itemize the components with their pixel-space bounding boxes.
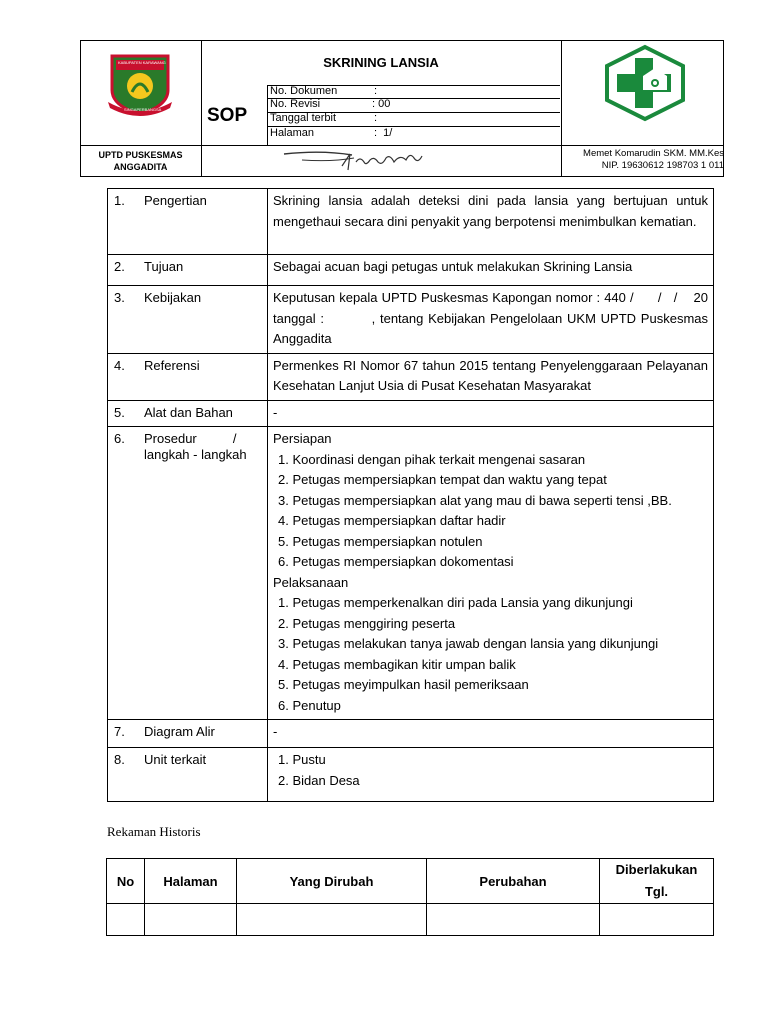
row-label: Tujuan [139, 255, 268, 286]
pelaksanaan-heading: Pelaksanaan [273, 574, 349, 590]
list-item: 1. Pustu [278, 752, 326, 767]
document-title: SKRINING LANSIA [323, 55, 439, 70]
unit-list [273, 750, 708, 791]
row-content: - [268, 400, 714, 427]
row-number: 5. [108, 400, 140, 427]
col-header-yang-dirubah: Yang Dirubah [237, 859, 427, 904]
row-label: Referensi [139, 353, 268, 400]
col-header-halaman: Halaman [145, 859, 237, 904]
meta-value: : 00 [372, 98, 391, 110]
table-cell [600, 904, 714, 936]
row-content: - [268, 720, 714, 748]
meta-label: Tanggal terbit [270, 112, 337, 124]
row-label: Unit terkait [139, 748, 268, 802]
logo-top-text: KABUPATEN KARAWANG [118, 60, 166, 65]
meta-value: : [374, 112, 378, 124]
table-cell [427, 904, 600, 936]
signature [282, 148, 432, 179]
persiapan-list [273, 450, 708, 573]
list-item: 4. Petugas mempersiapkan daftar hadir [278, 513, 506, 528]
row-content: Skrining lansia adalah deteksi dini pada lansia yang bertujuan untuk mengethaui secara dini penyakit yang berpotensi menimbulkan kematian. [268, 189, 714, 255]
meta-label: No. Dokumen [270, 85, 338, 97]
row-content: Permenkes RI Nomor 67 tahun 2015 tentang Penyelenggaraan Pelayanan Kesehatan Lanjut Usia di Pusat Kesehatan Masyarakat [268, 353, 714, 400]
unit-terkait-content [268, 748, 714, 802]
sop-content-table [107, 188, 719, 802]
row-content: Sebagai acuan bagi petugas untuk melakukan Skrining Lansia [268, 255, 714, 286]
meta-label: No. Revisi [270, 98, 321, 110]
list-item: 1. Petugas memperkenalkan diri pada Lansia yang dikunjungi [278, 595, 633, 610]
karawang-seal-logo [104, 50, 176, 116]
list-item: 6. Penutup [278, 697, 341, 713]
procedure-content [268, 427, 714, 720]
puskesmas-logo [603, 44, 687, 122]
row-number: 3. [108, 286, 140, 354]
col-header-no: No [107, 859, 145, 904]
list-item: 3. Petugas melakukan tanya jawab dengan lansia yang dikunjungi [278, 636, 659, 651]
meta-no-revisi [270, 98, 391, 110]
meta-value: : 1/ [374, 127, 393, 139]
list-item: 5. Petugas meyimpulkan hasil pemeriksaan [278, 677, 529, 692]
table-row [108, 189, 714, 255]
list-item: 3. Petugas mempersiapkan alat yang mau di bawa seperti tensi ,BB. [278, 492, 672, 508]
list-item: 2. Petugas menggiring peserta [278, 615, 456, 631]
row-label: Kebijakan [139, 286, 268, 354]
row-number: 7. [108, 720, 140, 748]
table-row [108, 720, 714, 748]
org-line-2: ANGGADITA [113, 162, 168, 172]
meta-halaman [270, 127, 393, 139]
table-row [107, 904, 714, 936]
list-item: 6. Petugas mempersiapkan dokomentasi [278, 554, 514, 569]
table-row [108, 286, 714, 354]
table-row [108, 255, 714, 286]
table-cell [107, 904, 145, 936]
row-label: Alat dan Bahan [139, 400, 268, 427]
signer-nip: NIP. 19630612 198703 1 011 [601, 160, 724, 171]
row-number: 4. [108, 353, 140, 400]
meta-tanggal-terbit [270, 112, 378, 124]
org-name [81, 149, 200, 173]
row-label: Prosedur / langkah - langkah [139, 427, 268, 720]
table-cell [237, 904, 427, 936]
list-item: 2. Bidan Desa [278, 772, 360, 788]
list-item: 1. Koordinasi dengan pihak terkait mengenai sasaran [278, 451, 586, 467]
meta-label: Halaman [270, 127, 315, 139]
history-table [106, 858, 714, 936]
history-header-row [107, 859, 714, 904]
org-line-1: UPTD PUSKESMAS [98, 150, 183, 160]
row-number: 1. [108, 189, 140, 255]
list-item: 4. Petugas membagikan kitir umpan balik [278, 656, 516, 672]
meta-value: : [374, 85, 378, 97]
logo-bottom-text: SINGAPERBANGSA [124, 107, 162, 112]
table-row [108, 427, 714, 720]
row-content: Keputusan kepala UPTD Puskesmas Kapongan nomor : 440 / / / 20 tanggal : , tentang Kebijakan Pengelolaan UKM UPTD Puskesmas Anggadita [268, 286, 714, 354]
signer-name: Memet Komarudin SKM. MM.Kes [583, 148, 724, 159]
history-title: Rekaman Historis [107, 824, 201, 839]
list-item: 5. Petugas mempersiapkan notulen [278, 533, 483, 549]
table-cell [145, 904, 237, 936]
signer-block [562, 148, 724, 172]
row-label: Diagram Alir [139, 720, 268, 748]
row-number: 8. [108, 748, 140, 802]
list-item: 2. Petugas mempersiapkan tempat dan waktu yang tepat [278, 472, 607, 487]
table-row [108, 353, 714, 400]
row-label: Pengertian [139, 189, 268, 255]
table-row [108, 748, 714, 802]
table-row [108, 400, 714, 427]
pelaksanaan-list [273, 593, 708, 716]
row-number: 2. [108, 255, 140, 286]
meta-no-dokumen [270, 85, 378, 97]
row-number: 6. [108, 427, 140, 720]
persiapan-heading: Persiapan [273, 431, 332, 446]
sop-label: SOP [207, 105, 248, 126]
col-header-diberlakukan: Diberlakukan Tgl. [600, 859, 714, 904]
col-header-perubahan: Perubahan [427, 859, 600, 904]
